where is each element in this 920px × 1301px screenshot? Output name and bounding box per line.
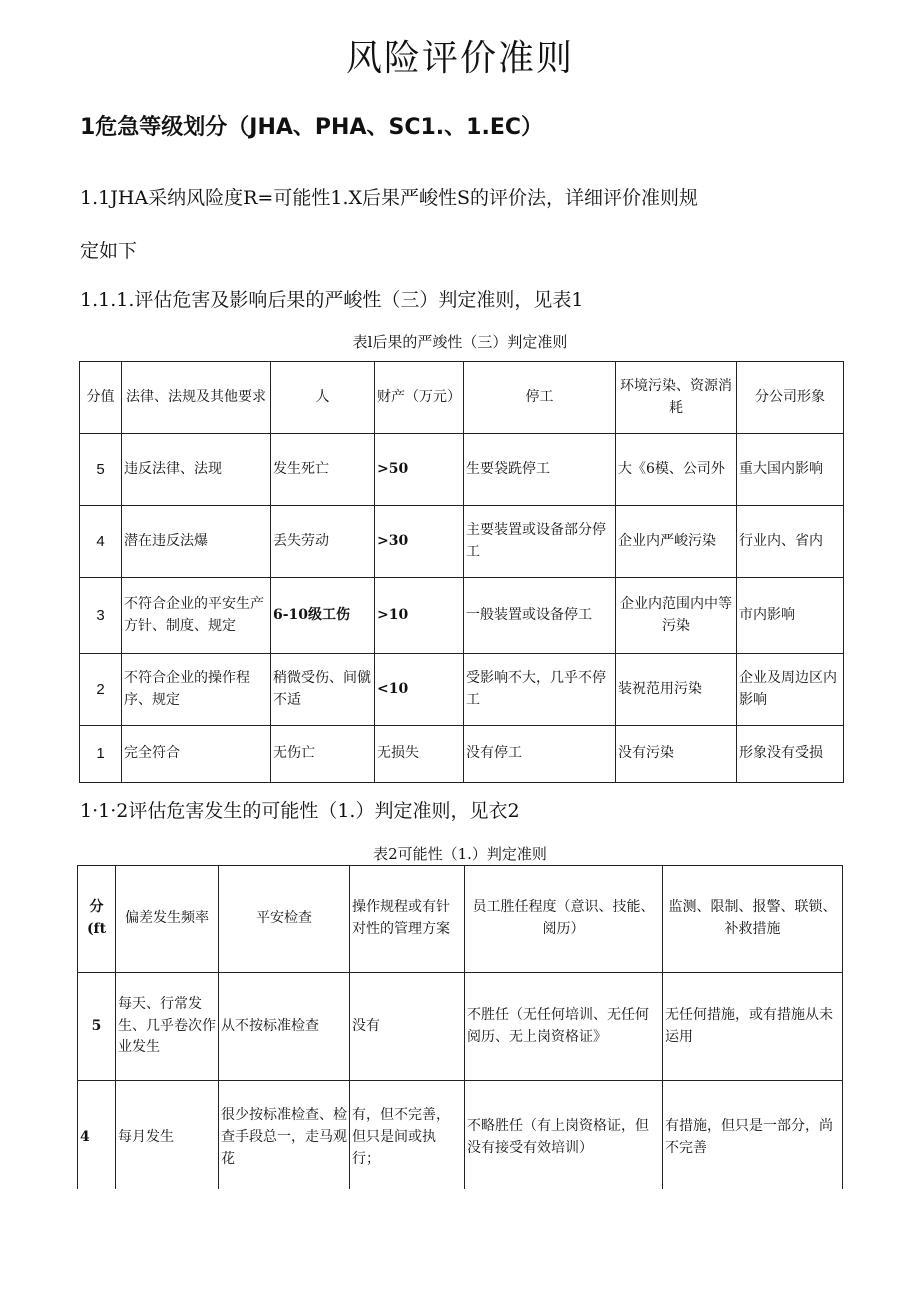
t1-cell: 4 [80,506,122,578]
table-row [78,973,843,1081]
t1-header-property: 财产（万元） [375,362,464,434]
table-row [78,1081,843,1196]
t1-cell: 大《6模、公司外 [616,434,737,506]
t1-cell: 丢失劳动 [271,506,375,578]
t1-header-people: 人 [271,362,375,434]
t1-cell: 违反法律、法现 [122,434,271,506]
page-title: 风险评价准则 [345,38,574,79]
t2-header-frequency: 偏差发生频率 [116,866,219,973]
t1-cell: 5 [80,434,122,506]
t1-cell: 行业内、省内 [737,506,844,578]
t2-cell: 无任何措施，或有措施从未运用 [663,973,843,1081]
t1-cell: 无伤亡 [271,726,375,783]
t2-cell: 4 [78,1081,116,1196]
table2-header-row [78,866,843,973]
t2-cell: 每月发生 [116,1081,219,1196]
t2-cell: 没有 [350,973,465,1081]
t2-header-inspection: 平安检查 [219,866,350,973]
t2-header-competence: 员工胜任程度（意识、技能、阅历） [465,866,663,973]
severity-table [79,361,844,783]
t1-cell: 发生死亡 [271,434,375,506]
t1-header-environment: 环境污染、资源消耗 [616,362,737,434]
t1-header-score: 分值 [80,362,122,434]
t2-header-score: 分(ft [78,866,116,973]
t1-cell: 装祝范用污染 [616,654,737,726]
t1-cell: 2 [80,654,122,726]
t1-cell: 市内影响 [737,578,844,654]
t2-cell: 每天、行常发生、几乎卷次作业发生 [116,973,219,1081]
t1-header-law: 法律、法规及其他要求 [122,362,271,434]
paragraph-1-line-2: 定如下 [80,240,138,262]
section-heading-1: 1危急等级划分（JHA、PHA、SC1.、1.EC） [80,115,543,140]
t1-cell: 形象没有受损 [737,726,844,783]
t1-cell: 受影响不大，几乎不停工 [464,654,616,726]
t1-cell: 不符合企业的操作程序、规定 [122,654,271,726]
t1-cell: 一般装置或设备停工 [464,578,616,654]
table-row [80,506,844,578]
t1-cell: 重大国内影响 [737,434,844,506]
t2-cell: 从不按标准检查 [219,973,350,1081]
t1-cell: 不符合企业的平安生产方针、制度、规定 [122,578,271,654]
t2-header-controls: 监测、限制、报警、联锁、补救措施 [663,866,843,973]
table-row [80,726,844,783]
t2-cell: 不胜任（无任何培训、无任何阅历、无上岗资格证》 [465,973,663,1081]
t1-cell: 1 [80,726,122,783]
t1-cell: 无损失 [375,726,464,783]
t1-cell: 潜在违反法爆 [122,506,271,578]
t2-cell: 5 [78,973,116,1081]
table1-header-row [80,362,844,434]
table-row [80,654,844,726]
t1-cell: >10 [375,578,464,654]
likelihood-table [77,865,843,1196]
t1-cell: 生要袋跣停工 [464,434,616,506]
t2-cell: 有，但不完善，但只是间或执行； [350,1081,465,1196]
t1-cell: 6-10级工伤 [271,578,375,654]
t1-cell: 企业及周边区内影响 [737,654,844,726]
t1-cell: 企业内严峻污染 [616,506,737,578]
t2-header-procedure: 操作规程或有针对性的管理方案 [350,866,465,973]
table2-caption: 表2可能性（1.）判定准则 [373,845,547,863]
t1-cell: <10 [375,654,464,726]
t2-cell: 不略胜任（有上岗资格证，但没有接受有效培训） [465,1081,663,1196]
t1-cell: 稍微受伤、间僦不适 [271,654,375,726]
table-row [80,434,844,506]
t2-cell: 很少按标准检查、检查手段总一，走马观花 [219,1081,350,1196]
subsection-heading-111: 1.1.1.评估危害及影响后果的严峻性（三）判定准则，见表1 [80,289,584,311]
table1-caption: 表l后果的严竣性（三）判定准则 [352,333,568,351]
subsection-heading-112: 1·1·2评估危害发生的可能性（1.）判定准则，见衣2 [80,800,520,822]
t1-header-image: 分公司形象 [737,362,844,434]
table-row [80,578,844,654]
t2-cell: 有措施，但只是一部分，尚不完善 [663,1081,843,1196]
t1-cell: 主要装置或设备部分停工 [464,506,616,578]
t1-header-shutdown: 停工 [464,362,616,434]
page-cutoff [0,1189,920,1301]
t1-cell: 企业内范围内中等污染 [616,578,737,654]
t1-cell: >30 [375,506,464,578]
t1-cell: >50 [375,434,464,506]
t1-cell: 完全符合 [122,726,271,783]
paragraph-1-line-1: 1.1JHA采纳风险度R=可能性1.X后果严峻性S的评价法，详细评价准则规 [80,187,699,209]
t1-cell: 没有污染 [616,726,737,783]
t1-cell: 3 [80,578,122,654]
t1-cell: 没有停工 [464,726,616,783]
